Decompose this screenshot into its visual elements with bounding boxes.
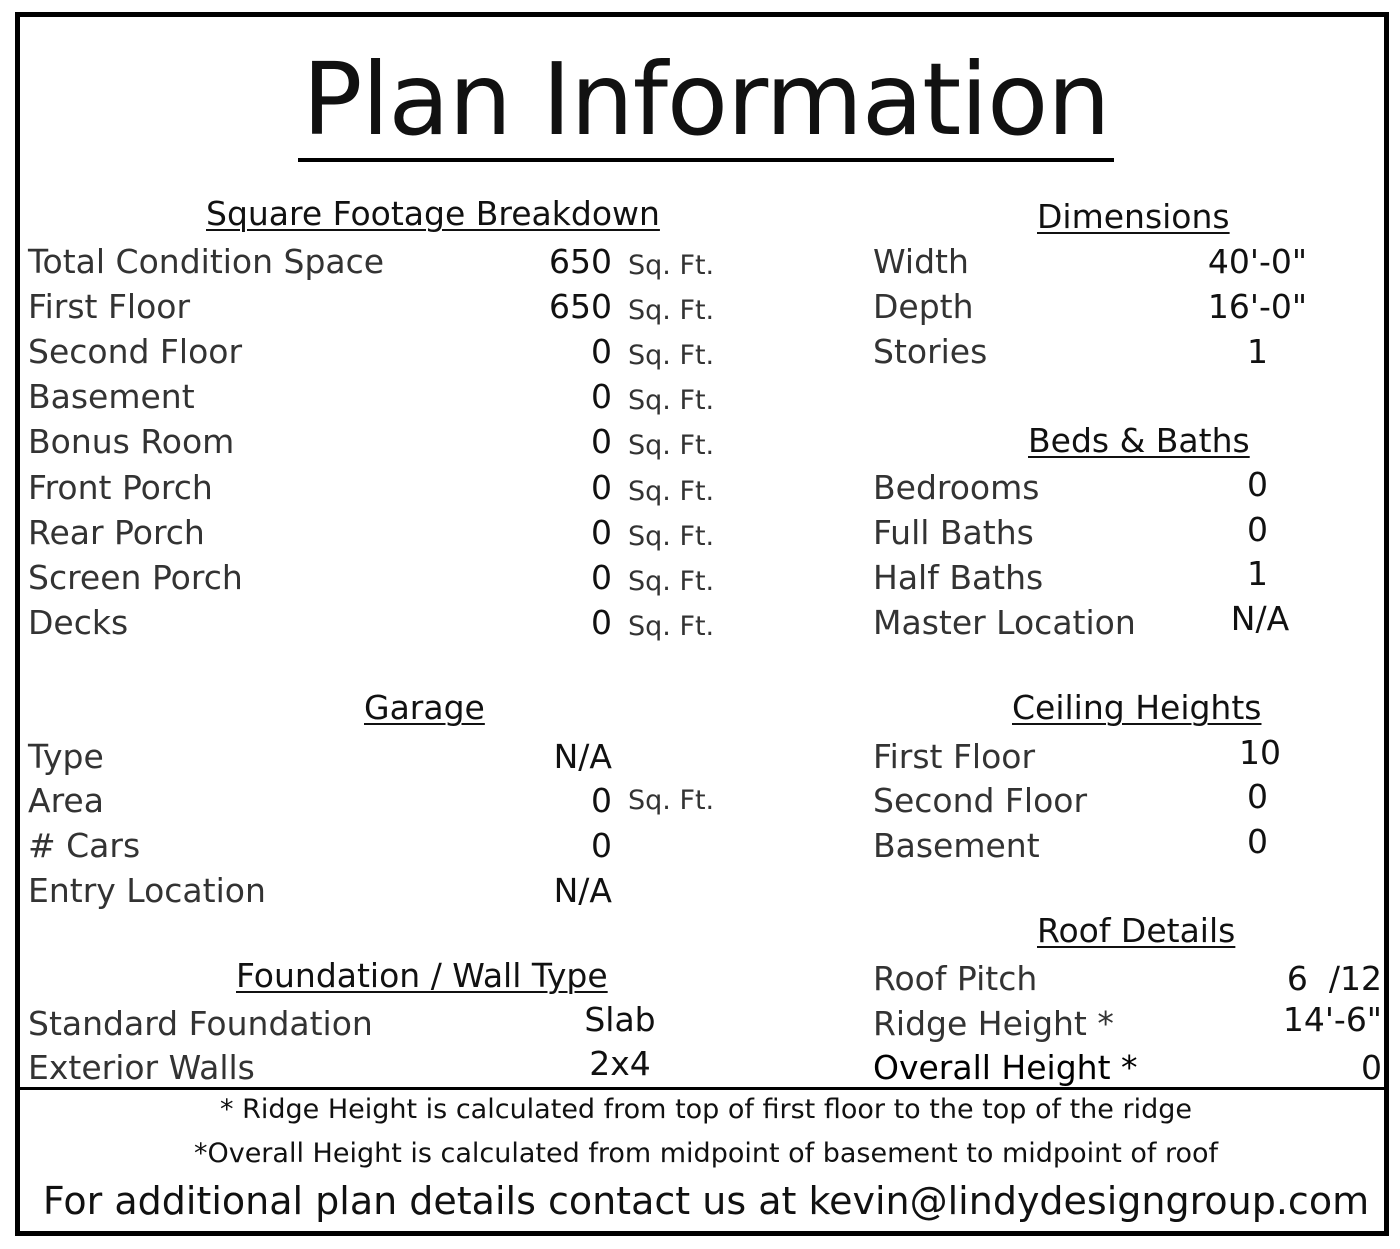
row-label: # Cars xyxy=(28,826,141,865)
row-value: 0 xyxy=(1247,777,1268,816)
garage-heading: Garage xyxy=(364,688,485,727)
row-value: 0 xyxy=(1247,465,1268,504)
dimensions-heading: Dimensions xyxy=(1037,197,1230,236)
row-value: 0 xyxy=(591,826,612,865)
sqft-row-basement xyxy=(0,379,760,415)
row-value: 0 xyxy=(1247,510,1268,549)
row-label: Rear Porch xyxy=(28,513,205,552)
sqft-row-bonus-room xyxy=(0,424,760,460)
row-label: First Floor xyxy=(28,287,191,326)
row-value: 0 xyxy=(591,558,612,597)
row-value: 0 xyxy=(1247,822,1268,861)
row-value: 16'-0" xyxy=(1207,287,1308,326)
row-value: 650 xyxy=(549,242,612,281)
row-label: Overall Height * xyxy=(873,1048,1138,1087)
row-label: Basement xyxy=(28,377,195,416)
row-value: 1 xyxy=(1247,554,1268,593)
row-label: Ridge Height * xyxy=(873,1004,1114,1043)
roof-details-heading: Roof Details xyxy=(1037,911,1236,950)
row-value: N/A xyxy=(553,871,612,910)
row-label: Type xyxy=(28,737,104,776)
row-unit: Sq. Ft. xyxy=(628,566,715,597)
row-value: 0 xyxy=(591,332,612,371)
row-label: Area xyxy=(28,781,104,820)
overall-height-note: *Overall Height is calculated from midpoint of basement to midpoint of roof xyxy=(193,1138,1219,1169)
row-value: 10 xyxy=(1239,733,1281,772)
row-label: Bonus Room xyxy=(28,422,235,461)
square-footage-heading: Square Footage Breakdown xyxy=(206,194,660,233)
row-label: Stories xyxy=(873,332,988,371)
row-label: Exterior Walls xyxy=(28,1048,255,1087)
ceiling-row-first-floor xyxy=(0,733,1400,776)
ceiling-heights-heading: Ceiling Heights xyxy=(1012,688,1262,727)
row-value: Slab xyxy=(584,1000,656,1039)
row-unit: Sq. Ft. xyxy=(628,611,715,642)
row-value: 0 xyxy=(591,781,612,820)
beds-baths-heading: Beds & Baths xyxy=(1028,421,1250,460)
beds-row-bedrooms xyxy=(0,465,1400,507)
row-label: First Floor xyxy=(873,737,1036,776)
row-value: 0 xyxy=(591,422,612,461)
row-value: 6 /12 xyxy=(1286,959,1382,998)
row-label: Master Location xyxy=(873,603,1136,642)
footer-divider xyxy=(20,1087,1384,1090)
row-value: 0 xyxy=(591,603,612,642)
contact-line: For additional plan details contact us at kevin@lindydesigngroup.com xyxy=(42,1179,1370,1223)
row-unit: Sq. Ft. xyxy=(628,250,715,281)
foundation-heading: Foundation / Wall Type xyxy=(236,956,608,995)
page-title: Plan Information xyxy=(0,50,1400,150)
row-label: Standard Foundation xyxy=(28,1004,373,1043)
beds-row-master-location xyxy=(0,599,1400,642)
row-label: Width xyxy=(873,242,969,281)
ceiling-row-basement xyxy=(0,822,1400,865)
roof-row-overall-height xyxy=(0,1050,1400,1086)
row-label: Roof Pitch xyxy=(873,959,1038,998)
beds-row-half-baths xyxy=(0,554,1400,597)
row-label: Basement xyxy=(873,826,1040,865)
row-value: 0 xyxy=(1361,1048,1382,1087)
ceiling-row-second-floor xyxy=(0,777,1400,820)
roof-row-pitch xyxy=(0,961,1400,997)
row-unit: Sq. Ft. xyxy=(628,430,715,461)
row-label: Second Floor xyxy=(873,781,1088,820)
row-value: 0 xyxy=(591,377,612,416)
row-unit: Sq. Ft. xyxy=(628,521,715,552)
row-label: Entry Location xyxy=(28,871,266,910)
row-value: N/A xyxy=(1230,599,1290,638)
row-value: 1 xyxy=(1247,332,1268,371)
row-label: Bedrooms xyxy=(873,468,1040,507)
row-unit: Sq. Ft. xyxy=(628,476,715,507)
row-value: 14'-6" xyxy=(1282,1000,1382,1039)
row-label: Full Baths xyxy=(873,513,1034,552)
row-label: Front Porch xyxy=(28,468,213,507)
dimensions-row-depth xyxy=(0,289,1400,325)
row-value: 0 xyxy=(591,513,612,552)
roof-row-ridge-height xyxy=(0,1000,1400,1043)
row-value: 40'-0" xyxy=(1207,242,1308,281)
row-label: Depth xyxy=(873,287,974,326)
dimensions-row-width xyxy=(0,244,1400,280)
row-label: Decks xyxy=(28,603,129,642)
row-label: Second Floor xyxy=(28,332,243,371)
row-unit: Sq. Ft. xyxy=(628,340,715,371)
row-unit: Sq. Ft. xyxy=(628,295,715,326)
garage-row-entry-location xyxy=(0,873,760,909)
row-value: 2x4 xyxy=(589,1044,651,1083)
row-label: Screen Porch xyxy=(28,558,243,597)
row-unit: Sq. Ft. xyxy=(628,785,715,816)
row-label: Total Condition Space xyxy=(28,242,385,281)
row-value: 650 xyxy=(549,287,612,326)
row-label: Half Baths xyxy=(873,558,1044,597)
row-value: N/A xyxy=(553,737,612,776)
beds-row-full-baths xyxy=(0,510,1400,552)
ridge-height-note: * Ridge Height is calculated from top of first floor to the top of the ridge xyxy=(220,1094,1192,1125)
dimensions-row-stories xyxy=(0,334,1400,370)
row-value: 0 xyxy=(591,468,612,507)
row-unit: Sq. Ft. xyxy=(628,385,715,416)
